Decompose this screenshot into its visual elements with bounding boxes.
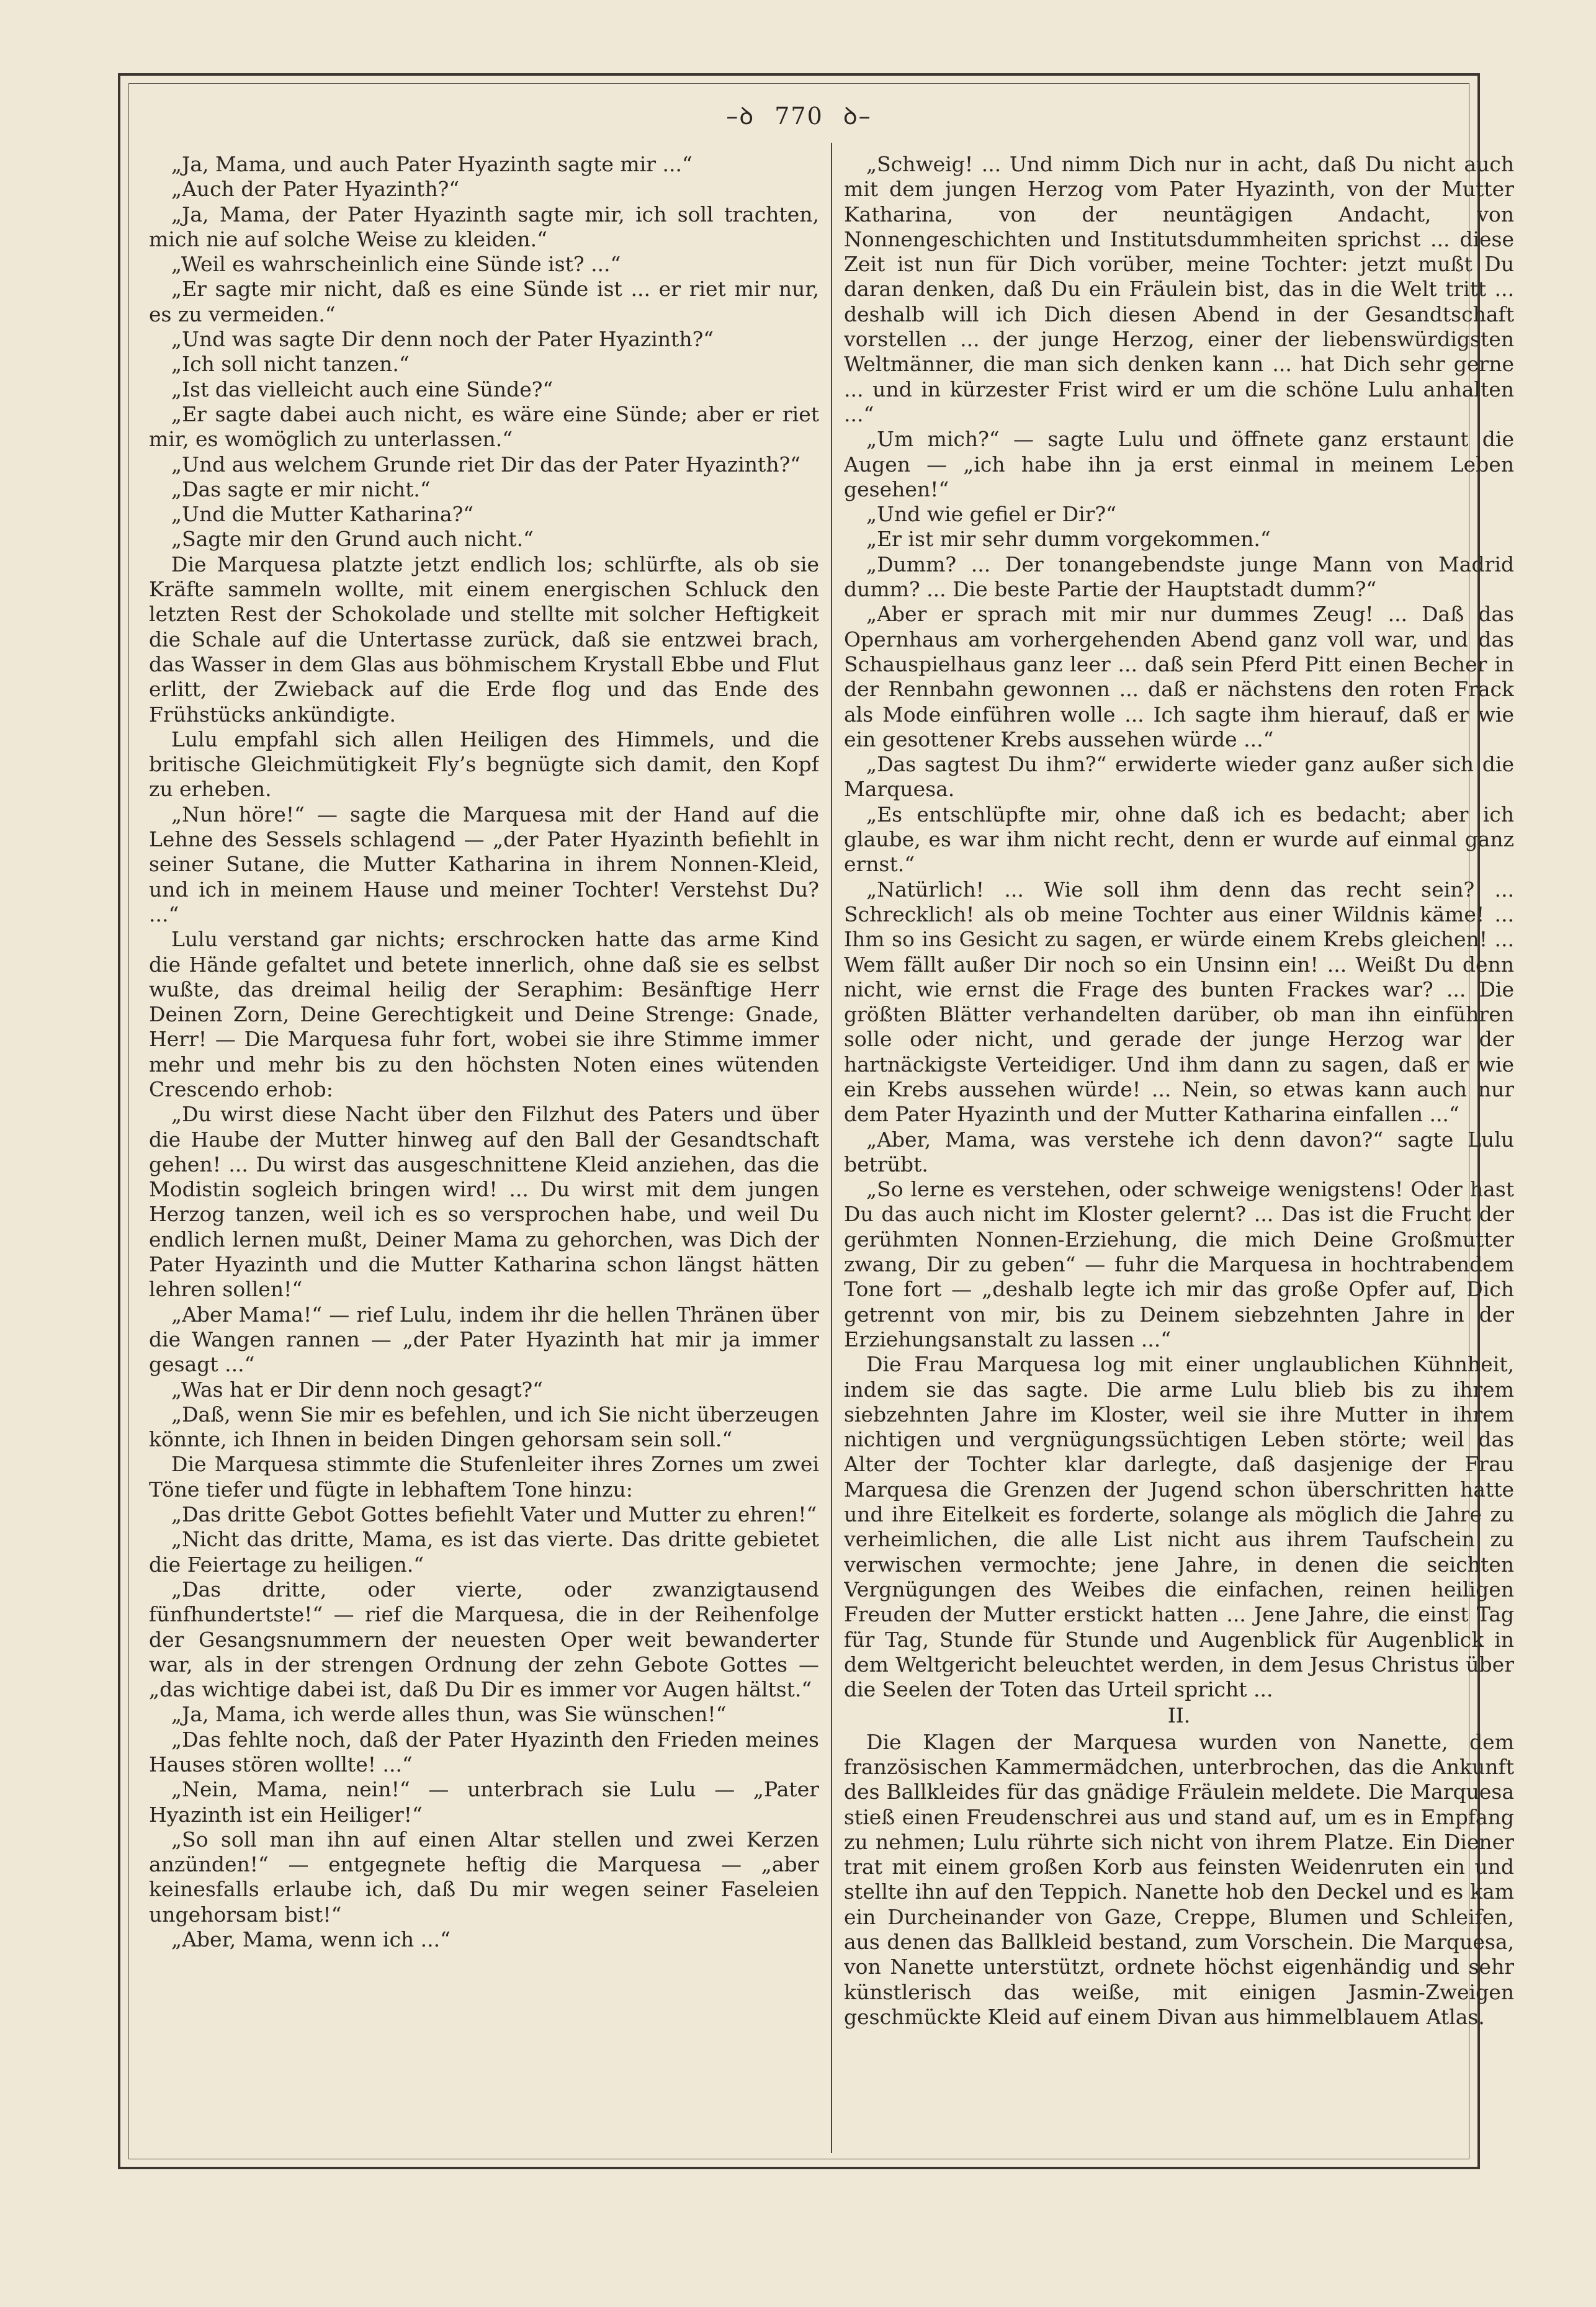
paragraph: „Er sagte dabei auch nicht, es wäre eine Sünde; aber er riet mir, es womöglich zu unterlassen.“ bbox=[149, 401, 819, 452]
page-number: 770 bbox=[774, 102, 823, 130]
paragraph: „Ja, Mama, und auch Pater Hyazinth sagte mir ...“ bbox=[171, 152, 693, 176]
paragraph: Die Marquesa stimmte die Stufenleiter ihres Zornes um zwei Töne tiefer und fügte in lebhaftem Tone hinzu: bbox=[149, 1452, 819, 1502]
right-column bbox=[844, 152, 1514, 2144]
paragraph: „Und aus welchem Grunde riet Dir das der Pater Hyazinth?“ bbox=[171, 452, 801, 477]
header-ornament-right: ꝺ– bbox=[843, 102, 872, 130]
paragraph: „Ja, Mama, der Pater Hyazinth sagte mir, ich soll trachten, mich nie auf solche Weise zu kleiden.“ bbox=[149, 202, 819, 251]
paragraph: „Das dritte Gebot Gottes befiehlt Vater und Mutter zu ehren!“ bbox=[171, 1502, 817, 1527]
paragraph: „Du wirst diese Nacht über den Filzhut des Paters und über die Haube der Mutter hinweg auf den Ball der Gesandtschaft gehen! ... Du wirst das ausgeschnittene Kleid anziehen, das die Modistin sogleich bringen wird! ... Du wirst mit dem jungen Herzog tanzen, weil ich es so versprochen habe, und weil Du endlich lernen mußt, Deiner Mama zu gehorchen, was Dich der Pater Hyazinth und die Mutter Katharina schon längst hätten lehren sollen!“ bbox=[149, 1102, 819, 1302]
page-header bbox=[128, 99, 1469, 143]
paragraph: Die Frau Marquesa log mit einer unglaublichen Kühnheit, indem sie das sagte. Die arme Lulu blieb bis zu ihrem siebzehnten Jahre im Kloster, weil sie ihre Mutter in ihrem nichtigen und vergnügungssüchtigen Leben störte; weil das Alter der Tochter klar darlegte, daß dasjenige der Frau Marquesa die Grenzen der Jugend schon überschritten hatte und ihre Eitelkeit es forderte, solange als möglich die Jahre zu verheimlichen, die alle List nicht aus ihrem Taufschein zu verwischen vermochte; jene Jahre, in denen die seichten Vergnügungen des Weibes die einfachen, reinen heiligen Freuden der Mutter erstickt hatten ... Jene Jahre, die einst Tag für Tag, Stunde für Stunde und Augenblick für Augenblick in dem Weltgericht beleuchtet werden, in dem Jesus Christus über die Seelen der Toten das Urteil spricht ... bbox=[844, 1352, 1514, 1702]
left-column bbox=[149, 152, 819, 2144]
paragraph: „Um mich?“ — sagte Lulu und öffnete ganz erstaunt die Augen — „ich habe ihn ja erst einmal in meinem Leben gesehen!“ bbox=[844, 427, 1514, 501]
paragraph: „Aber, Mama, was verstehe ich denn davon?“ sagte Lulu betrübt. bbox=[844, 1127, 1514, 1176]
paragraph: „Und was sagte Dir denn noch der Pater Hyazinth?“ bbox=[171, 327, 714, 352]
paragraph: „Aber, Mama, wenn ich ...“ bbox=[171, 1927, 451, 1952]
paragraph: „Ich soll nicht tanzen.“ bbox=[171, 352, 410, 377]
paragraph: „Und die Mutter Katharina?“ bbox=[171, 502, 474, 527]
paragraph: „So lerne es verstehen, oder schweige wenigstens! Oder hast Du das auch nicht im Kloster gelernt? ... Das ist die Frucht der gerühmten Nonnen-Erziehung, die mich Deine Großmutter zwang, Dir zu geben“ — fuhr die Marquesa in hochtrabendem Tone fort — „deshalb legte ich mir das große Opfer auf, Dich getrennt von mir, bis zu Deinem siebzehnten Jahre in der Erziehungsanstalt zu lassen ...“ bbox=[844, 1177, 1514, 1351]
paragraph: „Ist das vielleicht auch eine Sünde?“ bbox=[171, 377, 554, 401]
paragraph: „Das dritte, oder vierte, oder zwanzigtausend fünfhundertste!“ — rief die Marquesa, die in der Reihenfolge der Gesangsnummern der neuesten Oper weit bewanderter war, als in der strengen Ordnung der zehn Gebote Gottes — „das wichtige dabei ist, daß Du Dir es immer vor Augen hältst.“ bbox=[149, 1577, 819, 1702]
paragraph: Die Klagen der Marquesa wurden von Nanette, dem französischen Kammermädchen, unterbrochen, das die Ankunft des Ballkleides für das gnädige Fräulein meldete. Die Marquesa stieß einen Freudenschrei aus und stand auf, um es in Empfang zu nehmen; Lulu rührte sich nicht von ihrem Platze. Ein Diener trat mit einem großen Korb aus feinsten Weidenruten ein und stellte ihn auf den Teppich. Nanette hob den Deckel und es kam ein Durcheinander von Gaze, Creppe, Blumen und Schleifen, aus denen das Ballkleid bestand, zum Vorschein. Die Marquesa, von Nanette unterstützt, ordnete höchst eigenhändig und sehr künstlerisch das weiße, mit einigen Jasmin-Zweigen geschmückte Kleid auf einem Divan aus himmelblauem Atlas. bbox=[844, 1729, 1514, 2029]
paragraph: „Aber er sprach mit mir nur dummes Zeug! ... Daß das Opernhaus am vorhergehenden Abend ganz voll war, und das Schauspielhaus ganz leer ... daß sein Pferd Pitt einen Becher in der Rennbahn gewonnen ... daß er nächstens den roten Frack als Mode einführen wolle ... Ich sagte ihm hierauf, daß er wie ein gesottener Krebs aussehen würde ...“ bbox=[844, 602, 1514, 751]
paragraph: „Er sagte mir nicht, daß es eine Sünde ist ... er riet mir nur, es zu vermeiden.“ bbox=[149, 277, 819, 326]
header-ornament-left: –ꝺ bbox=[726, 102, 755, 130]
paragraph: „Sagte mir den Grund auch nicht.“ bbox=[171, 527, 534, 552]
paragraph: „Dumm? ... Der tonangebendste junge Mann von Madrid dumm? ... Die beste Partie der Hauptstadt dumm?“ bbox=[844, 552, 1514, 602]
column-divider bbox=[831, 143, 832, 2153]
paragraph: „Was hat er Dir denn noch gesagt?“ bbox=[171, 1377, 544, 1402]
paragraph: „Nun höre!“ — sagte die Marquesa mit der Hand auf die Lehne des Sessels schlagend — „der Pater Hyazinth befiehlt in seiner Sutane, die Mutter Katharina in ihrem Nonnen-Kleid, und ich in meinem Hause und meiner Tochter! Verstehst Du? ...“ bbox=[149, 802, 819, 926]
paragraph: „Das sagtest Du ihm?“ erwiderte wieder ganz außer sich die Marquesa. bbox=[844, 752, 1514, 802]
paragraph: „Aber Mama!“ — rief Lulu, indem ihr die hellen Thränen über die Wangen rannen — „der Pater Hyazinth hat mir ja immer gesagt ...“ bbox=[149, 1302, 819, 1377]
paragraph: „Und wie gefiel er Dir?“ bbox=[866, 502, 1116, 527]
paragraph: „So soll man ihn auf einen Altar stellen und zwei Kerzen anzünden!“ — entgegnete heftig die Marquesa — „aber keinesfalls erlaube ich, daß Du mir wegen seiner Faseleien ungehorsam bist!“ bbox=[149, 1827, 819, 1927]
paragraph: Lulu verstand gar nichts; erschrocken hatte das arme Kind die Hände gefaltet und betete innerlich, ohne daß sie es selbst wußte, das dreimal heilig der Seraphim: Besänftige Herr Deinen Zorn, Deine Gerechtigkeit und Deine Strenge: Gnade, Herr! — Die Marquesa fuhr fort, wobei sie ihre Stimme immer mehr und mehr bis zu den höchsten Noten eines wütenden Crescendo erhob: bbox=[149, 927, 819, 1101]
paragraph: Die Marquesa platzte jetzt endlich los; schlürfte, als ob sie Kräfte sammeln wollte, mit einem energischen Schluck den letzten Rest der Schokolade und stellte mit solcher Heftigkeit die Schale auf die Untertasse zurück, daß sie entzwei brach, das Wasser in dem Glas aus böhmischem Krystall Ebbe und Flut erlitt, der Zwieback auf die Erde flog und das Ende des Frühstücks ankündigte. bbox=[149, 552, 819, 727]
paragraph: „Schweig! ... Und nimm Dich nur in acht, daß Du nicht auch mit dem jungen Herzog vom Pater Hyazinth, von der Mutter Katharina, von der neuntägigen Andacht, von Nonnengeschichten und Institutsdummheiten sprichst ... diese Zeit ist nun für Dich vorüber, meine Tochter: jetzt mußt Du daran denken, daß Du ein Fräulein bist, das in die Welt tritt ... deshalb will ich Dich diesen Abend in der Gesandtschaft vorstellen ... der junge Herzog, einer der liebenswürdigsten Weltmänner, die man sich denken kann ... hat Dich sehr gerne ... und in kürzester Frist wird er um die schöne Lulu anhalten ...“ bbox=[844, 152, 1514, 426]
paragraph: Lulu empfahl sich allen Heiligen des Himmels, und die britische Gleichmütigkeit Fly’s begnügte sich damit, den Kopf zu erheben. bbox=[149, 727, 819, 802]
paragraph: „Natürlich! ... Wie soll ihm denn das recht sein? ... Schrecklich! als ob meine Tochter aus einer Wildnis käme! ... Ihm so ins Gesicht zu sagen, er würde einem Krebs gleichen! ... Wem fällt außer Dir noch so ein Unsinn ein! ... Weißt Du denn nicht, wie ernst die Frage des bunten Frackes war? ... Die größten Blätter verhandelten darüber, ob man ihn einführen solle oder nicht, und gerade der junge Herzog war der hartnäckigste Verteidiger. Und ihm dann zu sagen, daß er wie ein Krebs aussehen würde! ... Nein, so etwas kann auch nur dem Pater Hyazinth und der Mutter Katharina einfallen ...“ bbox=[844, 877, 1514, 1127]
paragraph: „Nein, Mama, nein!“ — unterbrach sie Lulu — „Pater Hyazinth ist ein Heiliger!“ bbox=[149, 1777, 819, 1827]
paragraph: „Weil es wahrscheinlich eine Sünde ist? ...“ bbox=[171, 252, 621, 277]
paragraph: „Das sagte er mir nicht.“ bbox=[171, 477, 431, 501]
paragraph: „Es entschlüpfte mir, ohne daß ich es bedacht; aber ich glaube, es war ihm nicht recht, denn er wurde auf einmal ganz ernst.“ bbox=[844, 802, 1514, 877]
paragraph: „Er ist mir sehr dumm vorgekommen.“ bbox=[866, 527, 1271, 552]
paragraph: „Das fehlte noch, daß der Pater Hyazinth den Frieden meines Hauses stören wollte! ...“ bbox=[149, 1727, 819, 1776]
section-heading: II. bbox=[1167, 1703, 1191, 1728]
paragraph: „Daß, wenn Sie mir es befehlen, und ich Sie nicht überzeugen könnte, ich Ihnen in beiden Dingen gehorsam sein soll.“ bbox=[149, 1402, 819, 1452]
paragraph: „Nicht das dritte, Mama, es ist das vierte. Das dritte gebietet die Feiertage zu heiligen.“ bbox=[149, 1527, 819, 1577]
paragraph: „Auch der Pater Hyazinth?“ bbox=[171, 177, 460, 202]
paragraph: „Ja, Mama, ich werde alles thun, was Sie wünschen!“ bbox=[171, 1702, 727, 1727]
